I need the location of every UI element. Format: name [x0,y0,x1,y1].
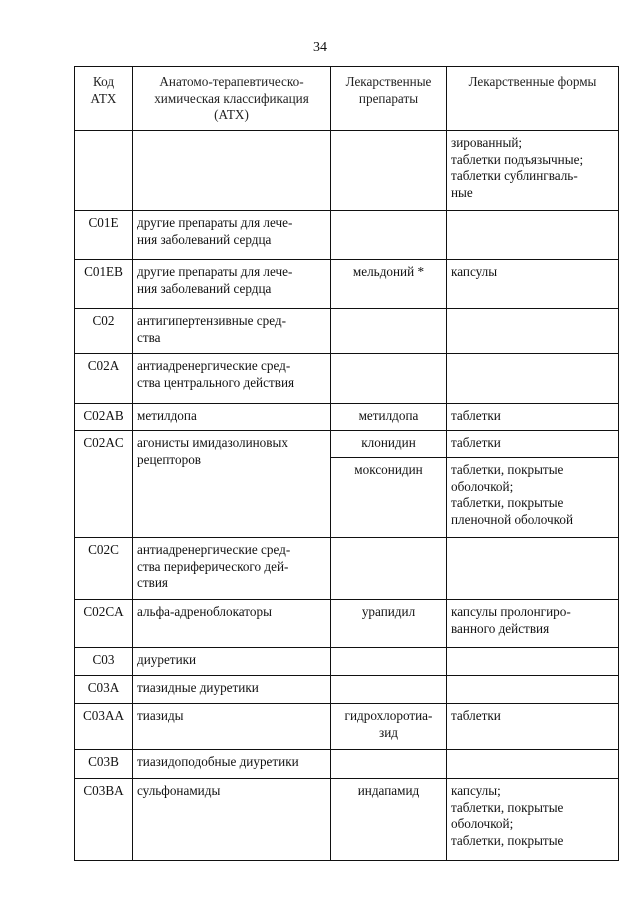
drug-cell [331,648,447,676]
drug-cell: метилдопа [331,404,447,431]
dosage-form-cell: таблетки [447,431,619,458]
atx-code-cell: C03 [75,648,133,676]
table-row [75,404,619,431]
drug-cell [331,750,447,779]
table-row [75,648,619,676]
classification-cell: антигипертензивные сред- ства [133,309,331,354]
table-row [75,538,619,600]
atx-code-cell: C01E [75,211,133,260]
dosage-form-cell: зированный; таблетки подъязычные; таблетки сублингваль- ные [447,131,619,211]
classification-cell: другие препараты для лече- ния заболеваний сердца [133,260,331,309]
table-row [75,431,619,458]
table-row [75,704,619,750]
drug-cell [331,131,447,211]
atx-code-cell [75,131,133,211]
drug-cell: клонидин [331,431,447,458]
dosage-form-cell [447,648,619,676]
classification-cell [133,131,331,211]
table-row [75,676,619,704]
drug-cell [331,676,447,704]
table-header-row [75,67,619,131]
atx-code-cell: C02C [75,538,133,600]
header-drugs: Лекарственные препараты [331,67,447,131]
classification-cell: агонисты имидазолиновых рецепторов [133,431,331,538]
drug-cell: урапидил [331,600,447,648]
dosage-form-cell [447,676,619,704]
table-row [75,131,619,211]
header-code: Код АТХ [75,67,133,131]
dosage-form-cell [447,354,619,404]
atx-code-cell: C03B [75,750,133,779]
table-row [75,600,619,648]
classification-cell: сульфонамиды [133,779,331,861]
header-forms: Лекарственные формы [447,67,619,131]
dosage-form-cell: таблетки [447,404,619,431]
drug-cell [331,354,447,404]
classification-cell: диуретики [133,648,331,676]
header-classification: Анатомо-терапевтическо- химическая классификация (АТХ) [133,67,331,131]
dosage-form-cell: таблетки [447,704,619,750]
table-row [75,354,619,404]
atx-code-cell: C02CA [75,600,133,648]
classification-cell: альфа-адреноблокаторы [133,600,331,648]
classification-cell: тиазиды [133,704,331,750]
table-row [75,779,619,861]
table-row [75,211,619,260]
atx-code-cell: C03AA [75,704,133,750]
atx-code-cell: C02A [75,354,133,404]
atx-code-cell: C01EB [75,260,133,309]
classification-cell: тиазидоподобные диуретики [133,750,331,779]
atx-code-cell: C02AB [75,404,133,431]
drug-cell: мельдоний * [331,260,447,309]
dosage-form-cell: капсулы пролонгиро- ванного действия [447,600,619,648]
classification-cell: метилдопа [133,404,331,431]
dosage-form-cell: капсулы; таблетки, покрытые оболочкой; таблетки, покрытые [447,779,619,861]
classification-cell: другие препараты для лече- ния заболеваний сердца [133,211,331,260]
table-row [75,260,619,309]
atx-code-cell: C03BA [75,779,133,861]
dosage-form-cell [447,538,619,600]
dosage-form-cell [447,309,619,354]
page-number: 34 [313,40,327,55]
drug-cell: гидрохлоротиа- зид [331,704,447,750]
atx-code-cell: C02AC [75,431,133,538]
drug-cell: индапамид [331,779,447,861]
atx-code-cell: C02 [75,309,133,354]
atx-table [74,66,619,861]
drug-cell: моксонидин [331,458,447,538]
table-row [75,309,619,354]
drug-cell [331,211,447,260]
table-row [75,750,619,779]
dosage-form-cell: капсулы [447,260,619,309]
dosage-form-cell [447,211,619,260]
atx-code-cell: C03A [75,676,133,704]
drug-cell [331,538,447,600]
dosage-form-cell [447,750,619,779]
classification-cell: антиадренергические сред- ства периферического дей- ствия [133,538,331,600]
drug-cell [331,309,447,354]
dosage-form-cell: таблетки, покрытые оболочкой; таблетки, покрытые пленочной оболочкой [447,458,619,538]
classification-cell: тиазидные диуретики [133,676,331,704]
classification-cell: антиадренергические сред- ства центрального действия [133,354,331,404]
